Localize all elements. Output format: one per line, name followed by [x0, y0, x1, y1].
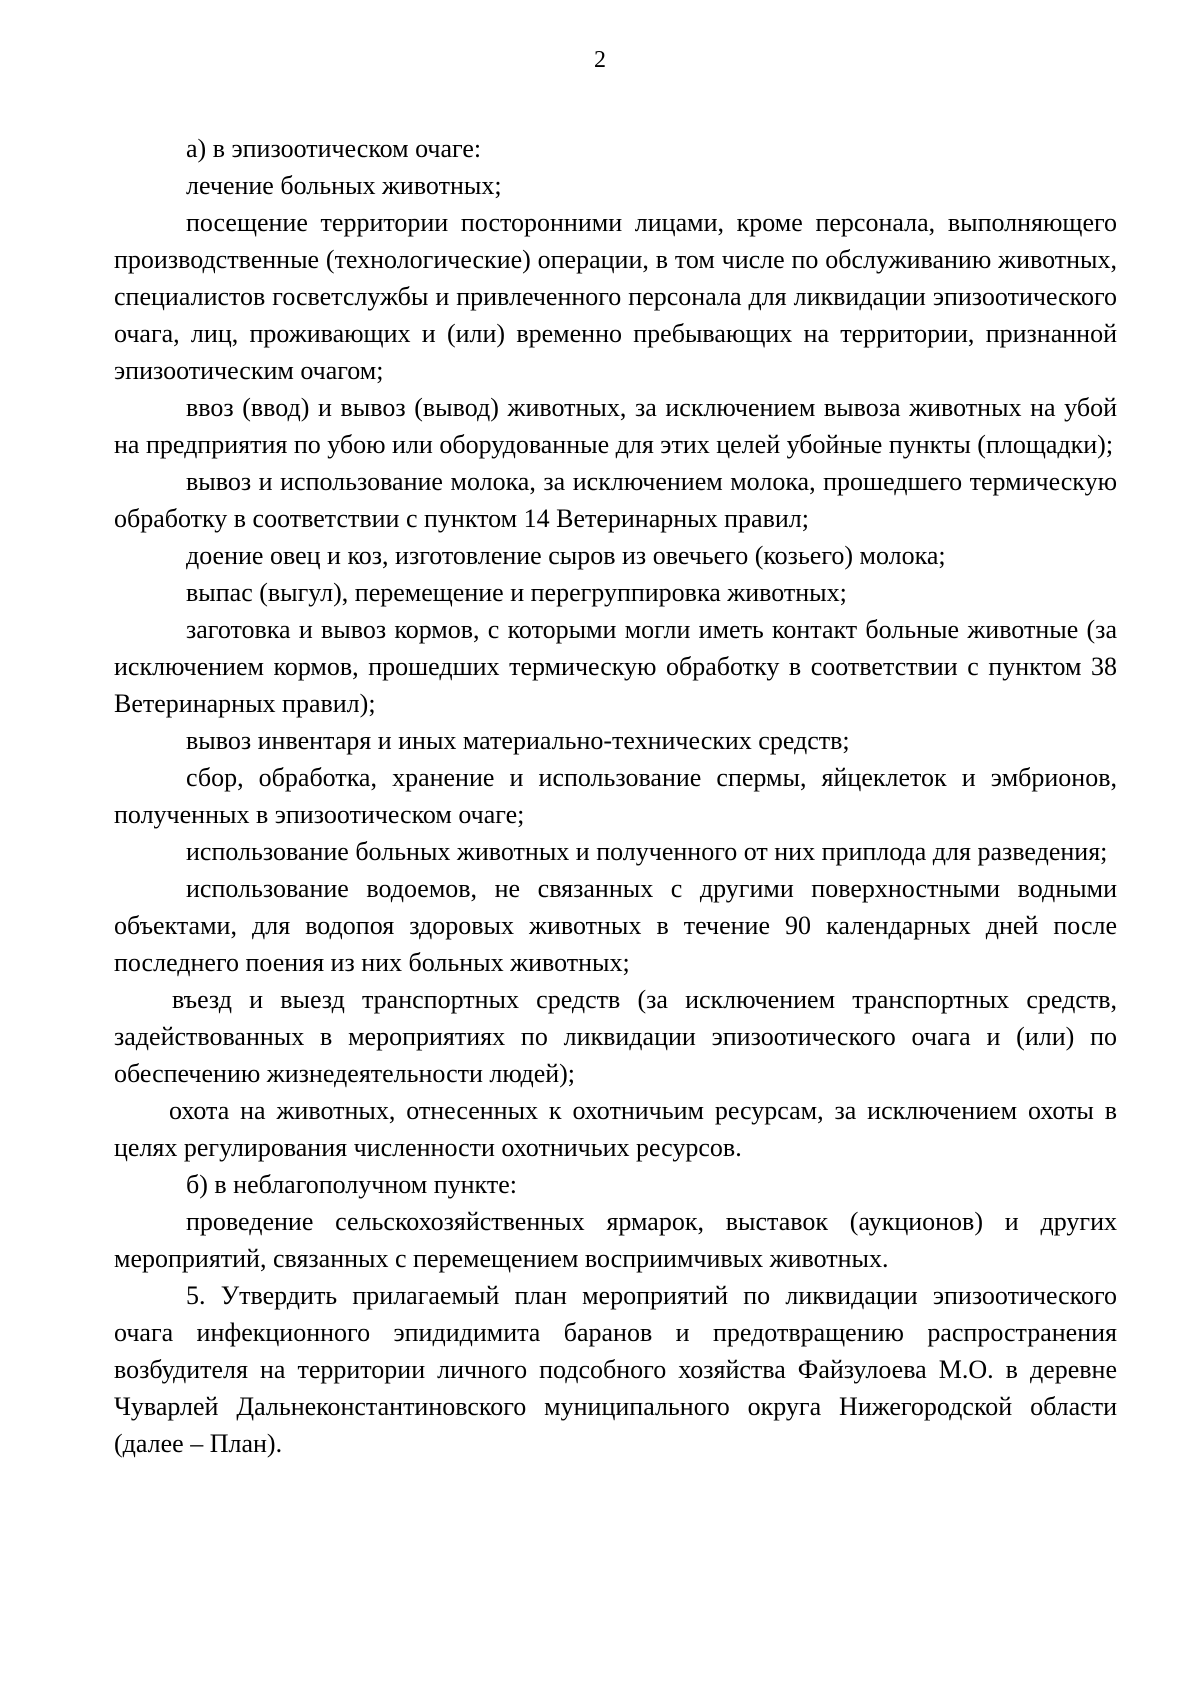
document-body [114, 130, 1117, 1462]
paragraph-item-a-heading: а) в эпизоотическом очаге: [186, 134, 482, 163]
paragraph-milking: доение овец и коз, изготовление сыров из овечьего (козьего) молока; [186, 541, 946, 570]
paragraph-item-5: 5. Утвердить прилагаемый план мероприятий по ликвидации эпизоотического очага инфекционного эпидидимита баранов и предотвращению распространения возбудителя на территории личного подсобного хозяйства Файзулоева М.О. в деревне Чуварлей Дальнеконстантиновского муниципального округа Нижегородской области (далее – План). [114, 1281, 1117, 1458]
paragraph-inventory: вывоз инвентаря и иных материально-технических средств; [186, 726, 850, 755]
page-number: 2 [594, 47, 606, 73]
paragraph-animal-import-export: ввоз (ввод) и вывоз (вывод) животных, за исключением вывоза животных на убой на предприятия по убою или оборудованные для этих целей убойные пункты (площадки); [114, 393, 1117, 459]
paragraph-visits: посещение территории посторонними лицами, кроме персонала, выполняющего производственные (технологические) операции, в том числе по обслуживанию животных, специалистов госветслужбы и привлеченного персонала для ликвидации эпизоотического очага, лиц, проживающих и (или) временно пребывающих на территории, признанной эпизоотическим очагом; [114, 208, 1117, 385]
paragraph-sperm: сбор, обработка, хранение и использование спермы, яйцеклеток и эмбрионов, полученных в эпизоотическом очаге; [114, 763, 1117, 829]
paragraph-breeding: использование больных животных и полученного от них приплода для разведения; [186, 837, 1108, 866]
paragraph-water-bodies: использование водоемов, не связанных с другими поверхностными водными объектами, для водопоя здоровых животных в течение 90 календарных дней после последнего поения из них больных животных; [114, 874, 1117, 977]
paragraph-treatment: лечение больных животных; [186, 171, 502, 200]
paragraph-fairs: проведение сельскохозяйственных ярмарок, выставок (аукционов) и других мероприятий, связанных с перемещением восприимчивых животных. [114, 1207, 1117, 1273]
paragraph-vehicles: въезд и выезд транспортных средств (за исключением транспортных средств, задействованных в мероприятиях по ликвидации эпизоотического очага и (или) по обеспечению жизнедеятельности людей); [114, 985, 1117, 1088]
paragraph-feed: заготовка и вывоз кормов, с которыми могли иметь контакт больные животные (за исключением кормов, прошедших термическую обработку в соответствии с пунктом 38 Ветеринарных правил); [114, 615, 1117, 718]
paragraph-item-b-heading: б) в неблагополучном пункте: [186, 1170, 517, 1199]
paragraph-grazing: выпас (выгул), перемещение и перегруппировка животных; [186, 578, 847, 607]
paragraph-hunting: охота на животных, отнесенных к охотничьим ресурсам, за исключением охоты в целях регулирования численности охотничьих ресурсов. [114, 1096, 1117, 1162]
paragraph-milk: вывоз и использование молока, за исключением молока, прошедшего термическую обработку в соответствии с пунктом 14 Ветеринарных правил; [114, 467, 1117, 533]
